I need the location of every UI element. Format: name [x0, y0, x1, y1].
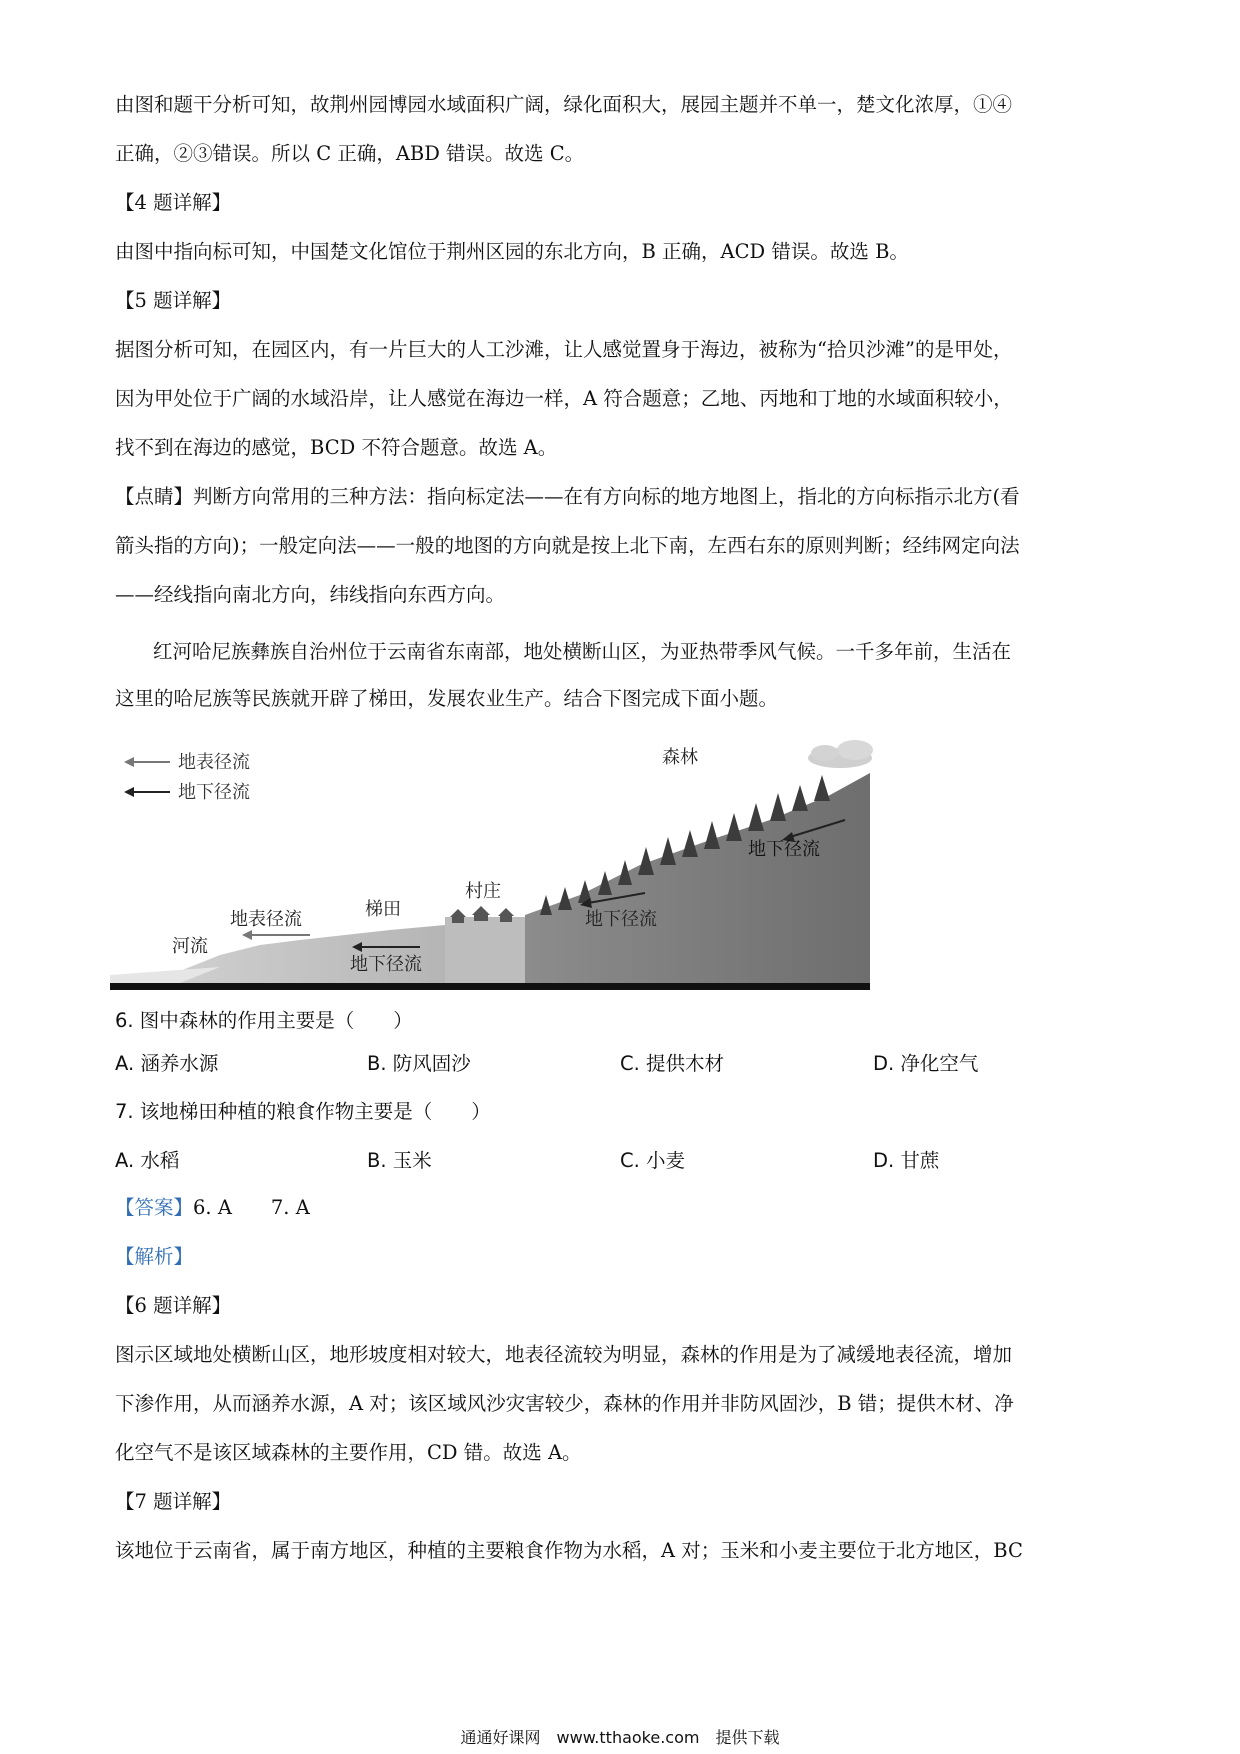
underground-runoff-label: 地下径流 [748, 839, 820, 860]
ground-line [110, 983, 870, 990]
surface-runoff-label: 地表径流 [230, 909, 302, 930]
forest-label: 森林 [662, 747, 698, 768]
river-label: 河流 [172, 936, 208, 957]
legend-underground-label: 地下径流 [178, 782, 250, 803]
text-line: 由图和题干分析可知，故荆州园博园水域面积广阔，绿化面积大，展园主题并不单一，楚文化浓厚，①④ [115, 93, 1013, 116]
option-a: A. 水稻 [115, 1149, 180, 1172]
heading-q5-detail [115, 276, 1130, 325]
option-b: B. 防风固沙 [367, 1052, 471, 1075]
option-d: D. 甘蔗 [873, 1149, 940, 1172]
question-text: 6. 图中森林的作用主要是（ ） [115, 1009, 413, 1032]
terrace-label: 梯田 [365, 899, 401, 920]
paragraph-tip [115, 472, 1130, 619]
text-line: 这里的哈尼族等民族就开辟了梯田，发展农业生产。结合下图完成下面小题。 [115, 687, 779, 710]
text-line: 【7 题详解】 [115, 1490, 232, 1513]
legend-surface-label: 地表径流 [178, 752, 250, 773]
paragraph-q6 [115, 1330, 1130, 1477]
option-d: D. 净化空气 [873, 1052, 979, 1075]
text-line: 箭头指的方向)；一般定向法——一般的地图的方向就是按上北下南，左西右东的原则判断；经纬网定向法 [115, 534, 1020, 557]
answer-label: 【答案】 [115, 1196, 194, 1219]
text-line: 【5 题详解】 [115, 289, 232, 312]
legend-surface-arrow-icon [124, 757, 170, 767]
text-line: 红河哈尼族彝族自治州位于云南省东南部，地处横断山区，为亚热带季风气候。一千多年前，生活在 [153, 640, 1012, 663]
question-7-options [115, 1145, 1130, 1185]
text-line: 正确，②③错误。所以 C 正确，ABD 错误。故选 C。 [115, 142, 585, 165]
text-line: 据图分析可知，在园区内，有一片巨大的人工沙滩，让人感觉置身于海边，被称为“拾贝沙滩”的是甲处， [115, 338, 1013, 361]
text-line: 【4 题详解】 [115, 191, 232, 214]
mountain-slope-shape [525, 773, 870, 990]
legend-underground-arrow-icon [124, 787, 170, 797]
village-label: 村庄 [465, 881, 501, 902]
question-stem [115, 628, 1130, 722]
text-line: 因为甲处位于广阔的水域沿岸，让人感觉在海边一样，A 符合题意；乙地、丙地和丁地的水域面积较小， [115, 387, 1013, 410]
paragraph-q7 [115, 1526, 1130, 1575]
text-line: 找不到在海边的感觉，BCD 不符合题意。故选 A。 [115, 436, 558, 459]
terrace-cross-section-figure [110, 735, 975, 990]
text-line: 下渗作用，从而涵养水源，A 对；该区域风沙灾害较少，森林的作用并非防风固沙，B 错；提供木材、净 [115, 1392, 1014, 1415]
text-line: ——经线指向南北方向，纬线指向东西方向。 [115, 583, 506, 606]
analysis-heading [115, 1232, 1130, 1281]
question-text: 7. 该地梯田种植的粮食作物主要是（ ） [115, 1100, 491, 1123]
heading-q7-detail [115, 1477, 1130, 1526]
page-footer: 通通好课网 www.tthaoke.com 提供下载 [460, 1728, 780, 1747]
surface-runoff-arrow-icon [242, 930, 310, 940]
question-6 [115, 996, 1130, 1045]
text-line: 化空气不是该区域森林的主要作用，CD 错。故选 A。 [115, 1441, 582, 1464]
question-6-options [115, 1048, 1130, 1088]
question-7 [115, 1087, 1130, 1136]
underground-runoff-label: 地下径流 [585, 909, 657, 930]
answer-row [115, 1183, 1130, 1232]
cloud-icon [808, 740, 873, 768]
text-line: 由图中指向标可知，中国楚文化馆位于荆州区园的东北方向，B 正确，ACD 错误。故选 B。 [115, 240, 909, 263]
underground-runoff-label: 地下径流 [350, 954, 422, 975]
paragraph-3-conclusion [115, 80, 1130, 178]
text-line: 【点睛】判断方向常用的三种方法：指向标定法——在有方向标的地方地图上，指北的方向标指示北方(看 [115, 485, 1020, 508]
answer-line [115, 1183, 1130, 1232]
option-c: C. 提供木材 [620, 1052, 725, 1075]
village-ground-shape [445, 917, 525, 990]
paragraph-q4 [115, 227, 1130, 276]
option-a: A. 涵养水源 [115, 1052, 219, 1075]
option-b: B. 玉米 [367, 1149, 432, 1172]
heading-q6-detail [115, 1281, 1130, 1330]
option-c: C. 小麦 [620, 1149, 686, 1172]
text-line: 图示区域地处横断山区，地形坡度相对较大，地表径流较为明显，森林的作用是为了减缓地表径流，增加 [115, 1343, 1013, 1366]
village-houses-icon [450, 906, 514, 923]
paragraph-q5 [115, 325, 1130, 472]
text-line: 该地位于云南省，属于南方地区，种植的主要粮食作物为水稻，A 对；玉米和小麦主要位于北方地区，BC [115, 1539, 1023, 1562]
answer-value: 6. A 7. A [193, 1196, 310, 1219]
text-line: 【解析】 [115, 1245, 194, 1268]
heading-q4-detail [115, 178, 1130, 227]
text-line: 【6 题详解】 [115, 1294, 232, 1317]
